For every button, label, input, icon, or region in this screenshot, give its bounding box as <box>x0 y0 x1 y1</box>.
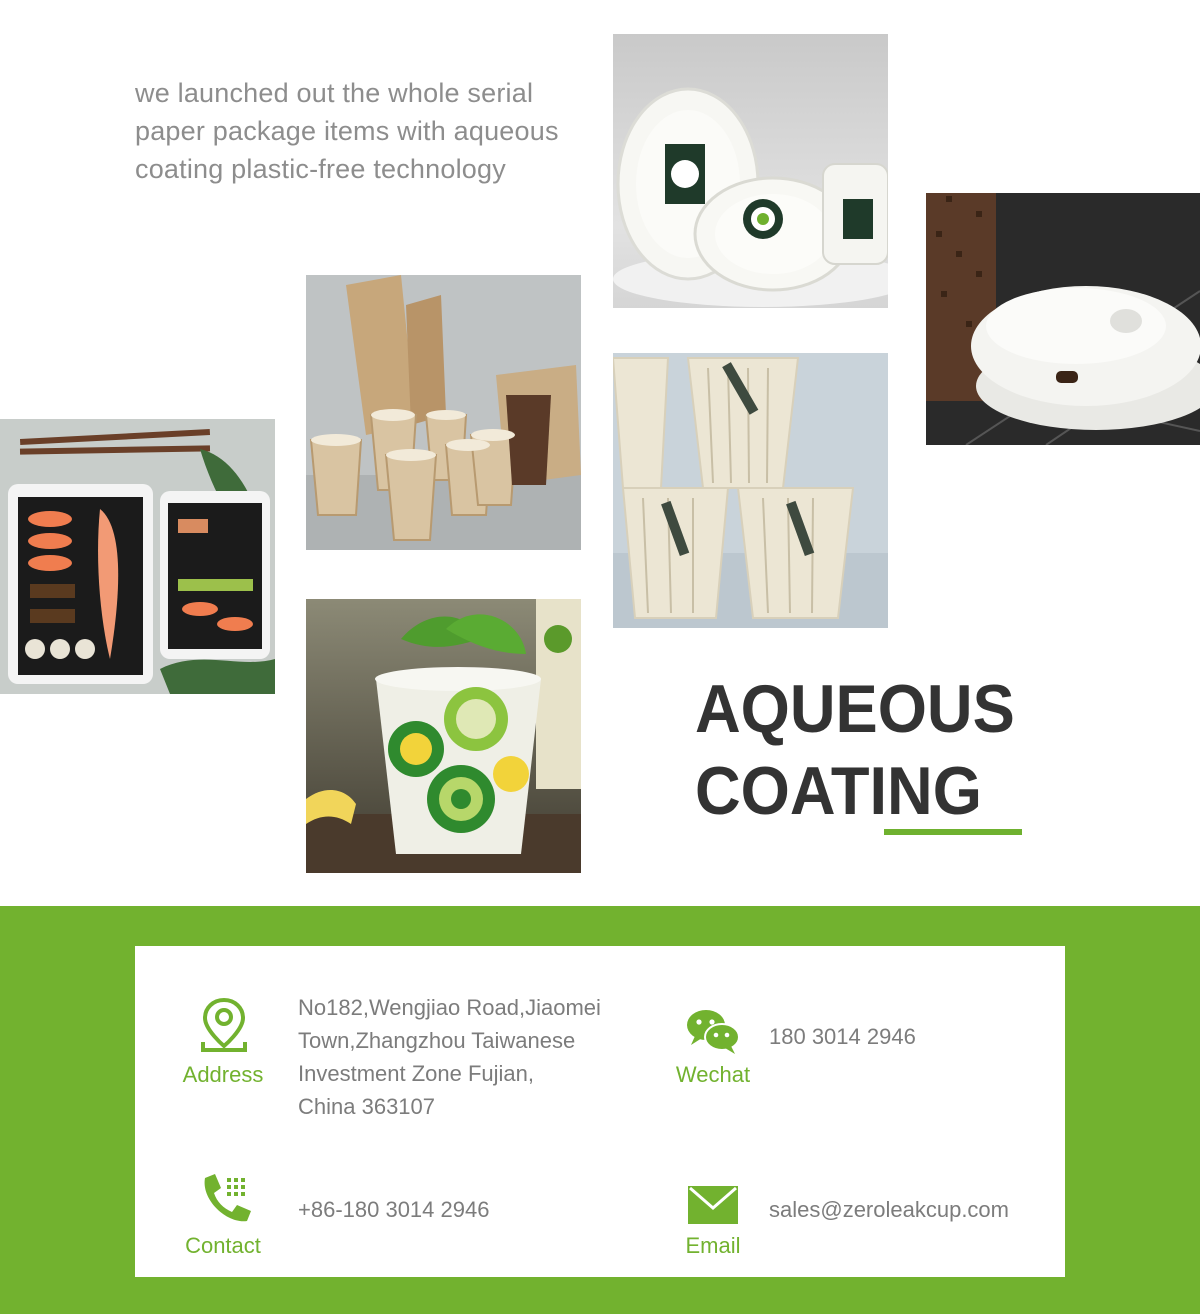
email-label: Email <box>685 1233 741 1258</box>
address-line-3: Investment Zone Fujian, <box>298 1061 535 1086</box>
wechat-label: Wechat <box>675 1062 751 1087</box>
address-value <box>298 991 658 1123</box>
address-line-1: No182,Wengjiao Road,Jiaomei <box>298 995 601 1020</box>
wechat-icon <box>685 1008 741 1056</box>
ripple-cups-photo <box>613 353 888 628</box>
printed-cup-photo <box>306 599 581 873</box>
wechat-value[interactable]: 180 3014 2946 <box>769 1024 916 1049</box>
address-line-2: Town,Zhangzhou Taiwanese <box>298 1028 576 1053</box>
headline <box>695 668 1067 832</box>
headline-line-2: COATING <box>695 753 982 829</box>
phone-icon <box>197 1172 253 1224</box>
sushi-trays-photo <box>0 419 275 694</box>
compostable-plates-photo <box>613 34 888 308</box>
phone-value[interactable]: +86-180 3014 2946 <box>298 1197 490 1222</box>
contact-label: Contact <box>185 1233 261 1258</box>
intro-text: we launched out the whole serial paper package items with aqueous coating plastic-free technology <box>135 78 559 184</box>
coffee-lids-photo <box>926 171 1200 445</box>
headline-underline <box>884 829 1022 835</box>
location-pin-icon <box>197 996 251 1054</box>
address-line-4: China 363107 <box>298 1094 436 1119</box>
address-label: Address <box>182 1062 264 1087</box>
headline-line-1: AQUEOUS <box>695 671 1015 747</box>
envelope-icon <box>688 1186 738 1224</box>
contact-card <box>135 946 1065 1277</box>
email-value[interactable]: sales@zeroleakcup.com <box>769 1197 1009 1222</box>
kraft-cups-photo <box>306 275 581 550</box>
